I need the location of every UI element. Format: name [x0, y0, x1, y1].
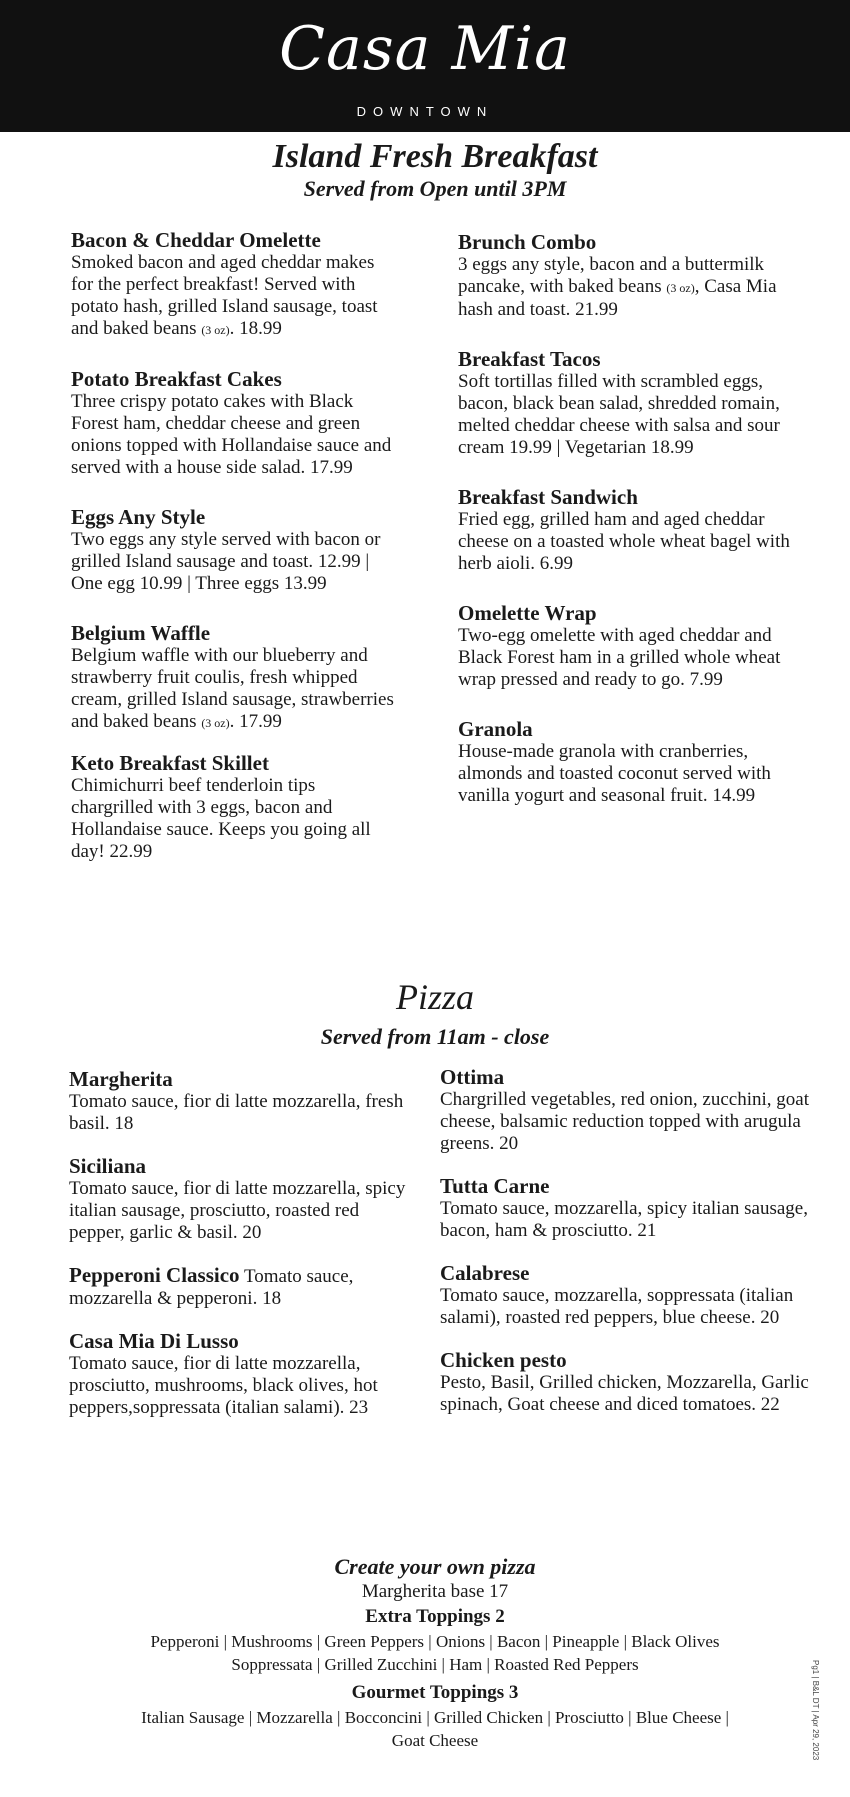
item-description: Tomato sauce, fior di latte mozzarella, spicy italian sausage, prosciutto, roasted red pepper, garlic & basil. 20	[69, 1178, 406, 1243]
item-name: Casa Mia Di Lusso	[69, 1329, 239, 1353]
menu-item	[458, 718, 798, 807]
item-description: Soft tortillas filled with scrambled eggs, bacon, black bean salad, shredded romain, melted cheddar cheese with salsa and sour cream 19.99 | Vegetarian 18.99	[458, 371, 780, 458]
item-description: Belgium waffle with our blueberry and strawberry fruit coulis, fresh whipped cream, grilled Island sausage, strawberries and baked beans (3 oz). 17.99	[71, 645, 394, 732]
gourmet-toppings-list: Italian Sausage | Mozzarella | Bocconcini | Grilled Chicken | Prosciutto | Blue Cheese |	[141, 1708, 729, 1727]
create-your-own-section	[0, 1554, 850, 1752]
menu-item	[458, 231, 798, 321]
menu-item	[69, 1330, 414, 1419]
item-description: Tomato sauce, fior di latte mozzarella, prosciutto, mushrooms, black olives, hot peppers,soppressata (italian salami). 23	[69, 1353, 378, 1418]
header-banner	[0, 0, 850, 132]
portion-size: (3 oz)	[666, 281, 695, 295]
menu-item	[69, 1068, 414, 1135]
item-description: Tomato sauce, mozzarella, soppressata (italian salami), roasted red peppers, blue cheese. 20	[440, 1285, 794, 1328]
item-name: Brunch Combo	[458, 230, 597, 254]
item-name: Granola	[458, 717, 533, 741]
item-description: Chargrilled vegetables, red onion, zucchini, goat cheese, balsamic reduction topped with arugula greens. 20	[440, 1089, 809, 1154]
page-footnote: Pg1 | B&L DT | Apr 29, 2023	[811, 1660, 820, 1761]
pizza-right-column	[440, 1066, 820, 1416]
item-name: Breakfast Sandwich	[458, 485, 638, 509]
item-name: Eggs Any Style	[71, 505, 206, 529]
pizza-left-column	[69, 1068, 414, 1419]
menu-item	[458, 602, 798, 691]
breakfast-title: Island Fresh Breakfast	[272, 138, 598, 175]
item-description: Tomato sauce, fior di latte mozzarella, fresh basil. 18	[69, 1091, 404, 1134]
item-description: House-made granola with cranberries, almonds and toasted coconut served with vanilla yogurt and seasonal fruit. 14.99	[458, 741, 771, 806]
breakfast-left-column	[71, 229, 401, 863]
menu-item	[440, 1066, 820, 1155]
item-name: Ottima	[440, 1065, 505, 1089]
restaurant-location: DOWNTOWN	[356, 104, 494, 119]
item-description: Tomato sauce, mozzarella & pepperoni. 18	[69, 1266, 354, 1309]
item-description: Two-egg omelette with aged cheddar and Black Forest ham in a grilled whole wheat wrap pressed and ready to go. 7.99	[458, 625, 781, 690]
item-description: Pesto, Basil, Grilled chicken, Mozzarella, Garlic spinach, Goat cheese and diced tomatoes. 22	[440, 1372, 809, 1415]
item-name: Margherita	[69, 1067, 173, 1091]
menu-item	[458, 348, 798, 459]
item-description: 3 eggs any style, bacon and a buttermilk pancake, with baked beans (3 oz), Casa Mia hash and toast. 21.99	[458, 254, 777, 320]
gourmet-toppings-list: Goat Cheese	[391, 1731, 479, 1750]
item-name: Tutta Carne	[440, 1174, 550, 1198]
menu-item	[440, 1349, 820, 1416]
menu-item	[71, 752, 401, 863]
menu-item	[458, 486, 798, 575]
item-name: Bacon & Cheddar Omelette	[71, 228, 321, 252]
item-description: Two eggs any style served with bacon or grilled Island sausage and toast. 12.99 | One egg 10.99 | Three eggs 13.99	[71, 529, 381, 594]
item-description: Three crispy potato cakes with Black Forest ham, cheddar cheese and green onions topped with Hollandaise sauce and served with a house side salad. 17.99	[71, 391, 392, 478]
menu-item	[440, 1262, 820, 1329]
portion-size: (3 oz)	[201, 323, 230, 337]
create-your-own-title: Create your own pizza	[334, 1554, 536, 1579]
breakfast-right-column	[458, 231, 798, 807]
item-name: Potato Breakfast Cakes	[71, 367, 282, 391]
pizza-subtitle: Served from 11am - close	[320, 1024, 550, 1049]
menu-item	[69, 1155, 414, 1244]
menu-item	[71, 506, 401, 595]
item-name: Belgium Waffle	[71, 621, 211, 645]
base-price: Margherita base 17	[361, 1581, 509, 1602]
item-description: Chimichurri beef tenderloin tips chargrilled with 3 eggs, bacon and Hollandaise sauce. Keeps you going all day! 22.99	[71, 775, 371, 862]
item-name: Keto Breakfast Skillet	[71, 751, 269, 775]
item-name: Omelette Wrap	[458, 601, 597, 625]
menu-item	[71, 229, 401, 341]
restaurant-logo: Casa Mia	[279, 14, 571, 84]
extra-toppings-heading: Extra Toppings 2	[365, 1606, 505, 1627]
item-name: Siciliana	[69, 1154, 147, 1178]
menu-item	[71, 368, 401, 479]
menu-item	[69, 1264, 414, 1310]
item-description: Tomato sauce, mozzarella, spicy italian sausage, bacon, ham & prosciutto. 21	[440, 1198, 808, 1241]
extra-toppings-list: Pepperoni | Mushrooms | Green Peppers | Onions | Bacon | Pineapple | Black Olives	[150, 1632, 720, 1651]
menu-item	[71, 622, 401, 734]
item-name: Calabrese	[440, 1261, 530, 1285]
breakfast-subtitle: Served from Open until 3PM	[303, 176, 567, 201]
item-name: Breakfast Tacos	[458, 347, 601, 371]
portion-size: (3 oz)	[201, 716, 230, 730]
gourmet-toppings-heading: Gourmet Toppings 3	[351, 1682, 519, 1703]
item-description: Fried egg, grilled ham and aged cheddar cheese on a toasted whole wheat bagel with herb aioli. 6.99	[458, 509, 790, 574]
extra-toppings-list: Soppressata | Grilled Zucchini | Ham | Roasted Red Peppers	[231, 1655, 639, 1674]
pizza-title: Pizza	[395, 977, 474, 1017]
item-name: Chicken pesto	[440, 1348, 567, 1372]
menu-item	[440, 1175, 820, 1242]
item-description: Smoked bacon and aged cheddar makes for the perfect breakfast! Served with potato hash, grilled Island sausage, toast and baked beans (3 oz). 18.99	[71, 252, 378, 339]
item-name: Pepperoni Classico	[69, 1263, 240, 1287]
